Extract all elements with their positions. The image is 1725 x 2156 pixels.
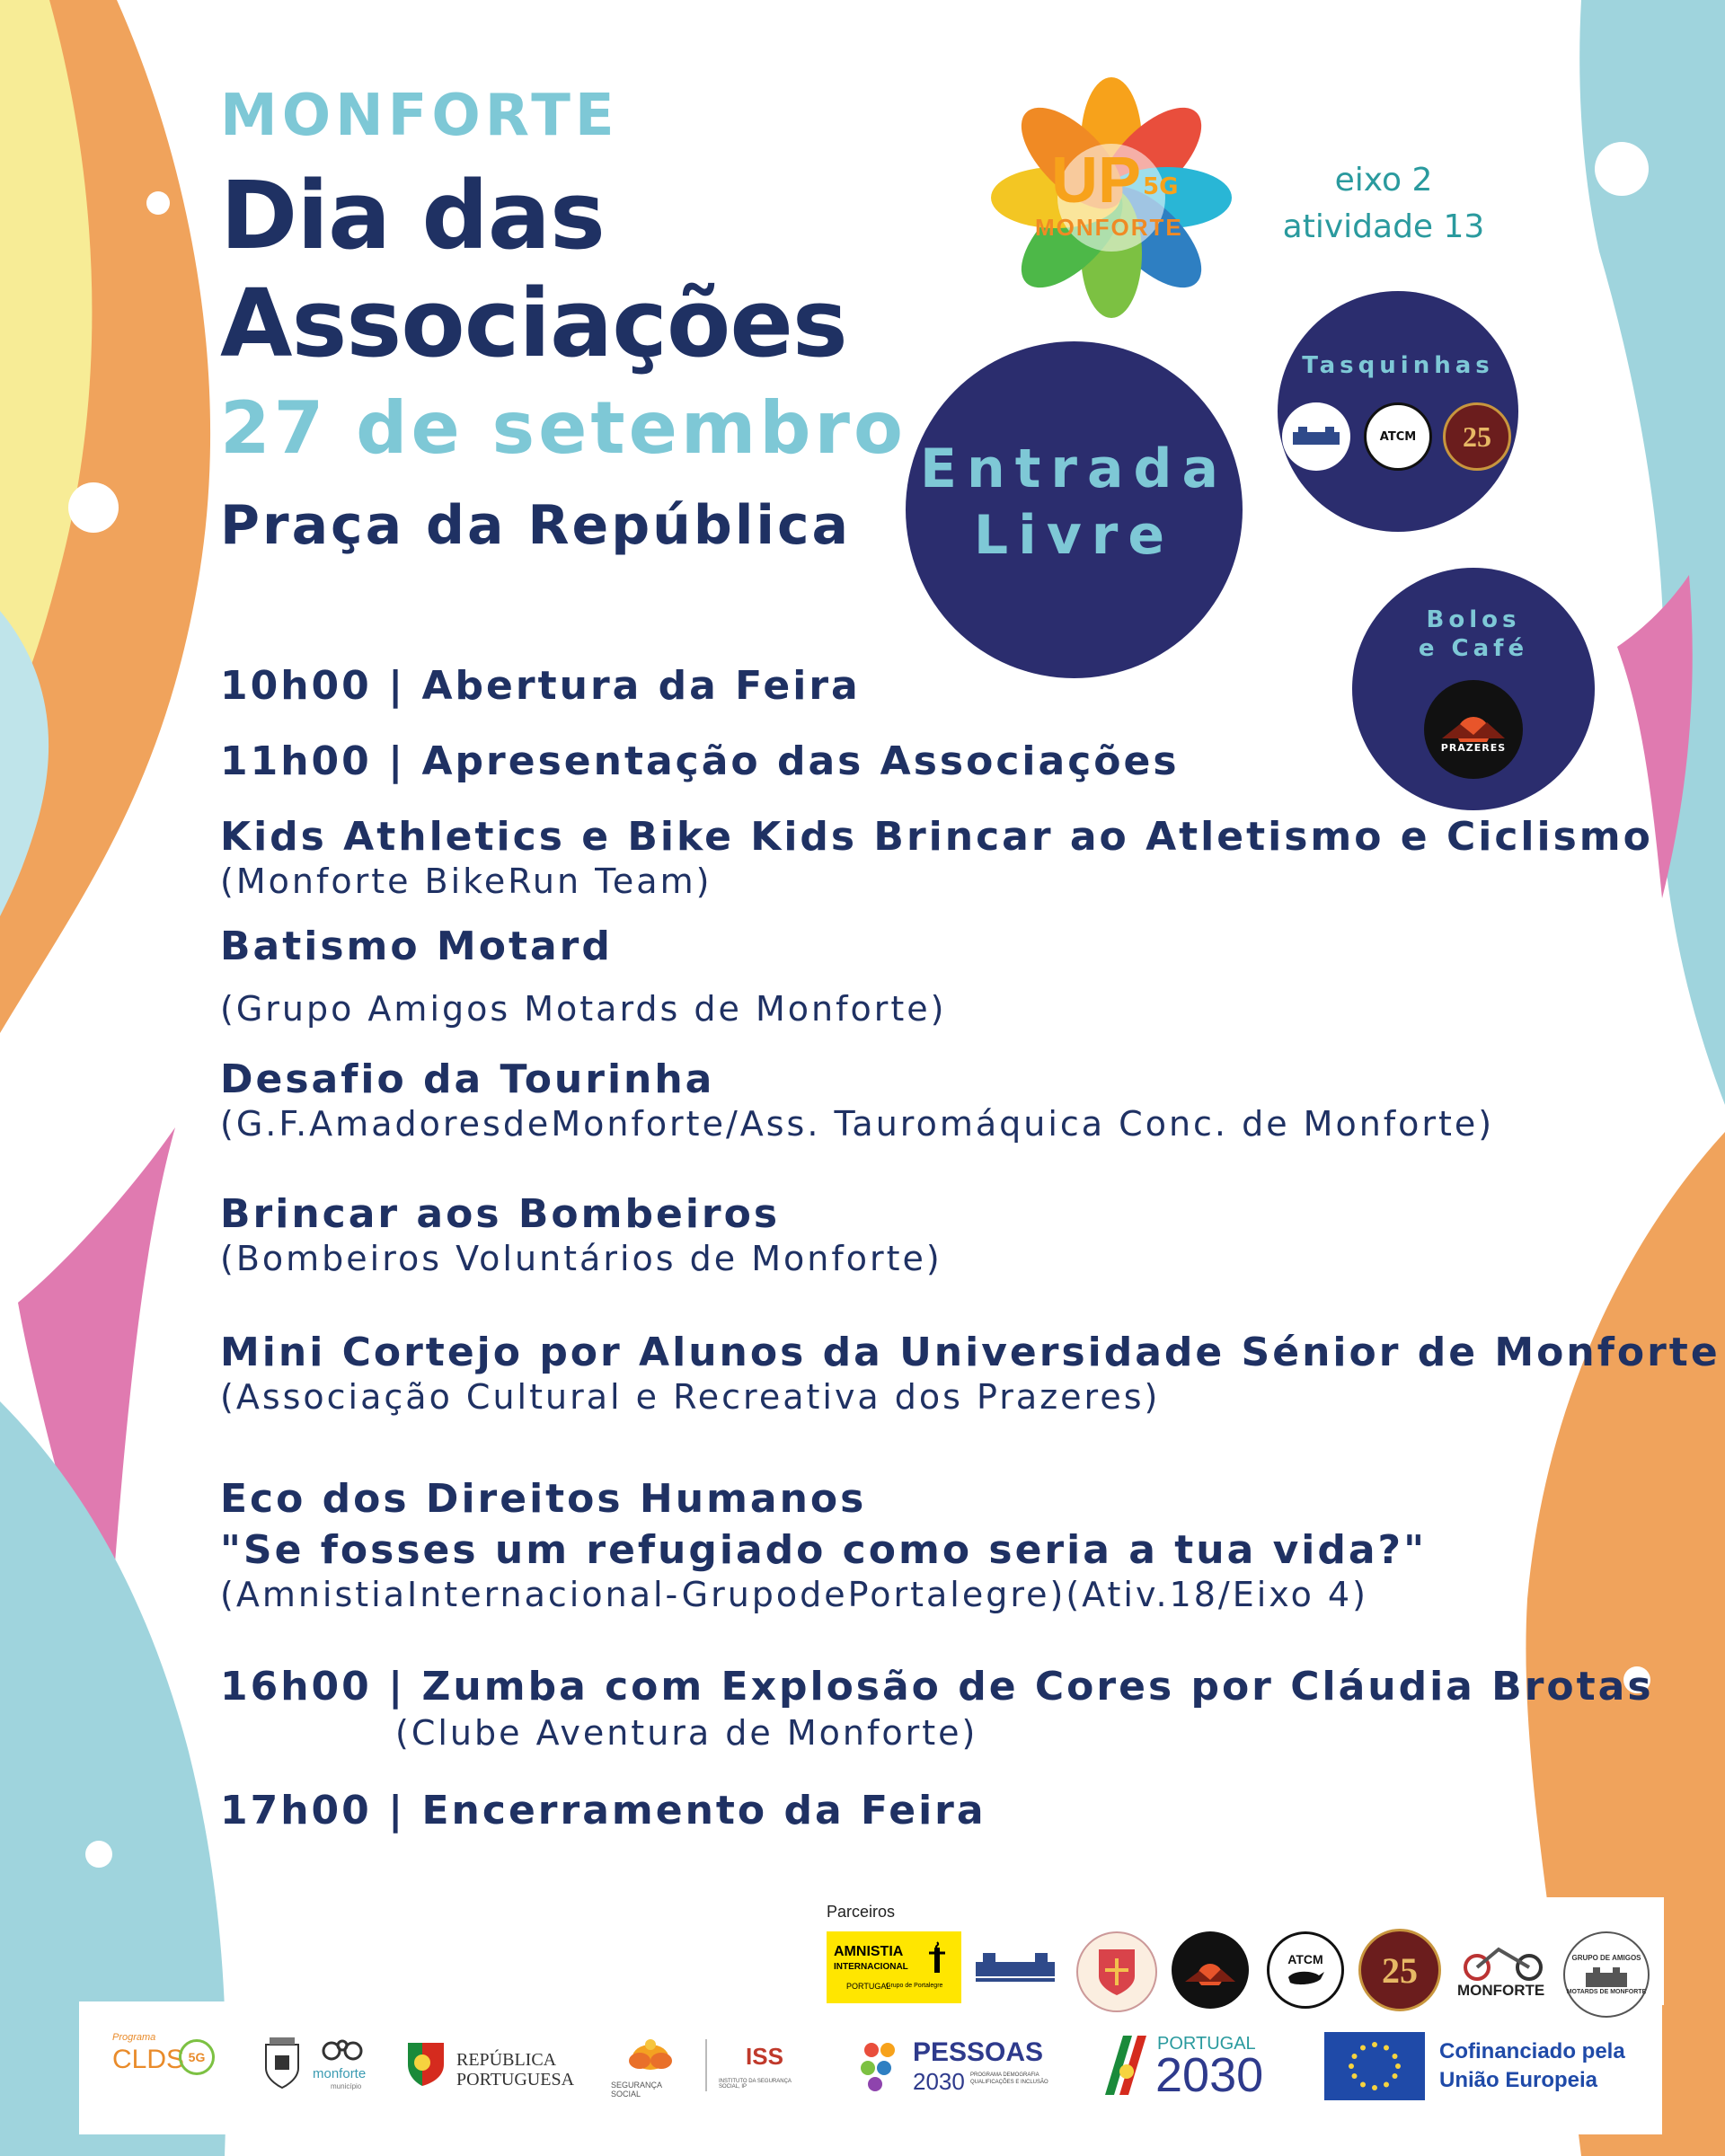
amnistia-text2: INTERNACIONAL bbox=[834, 1962, 908, 1972]
eixo-text: eixo 2 bbox=[1334, 162, 1433, 199]
lotus-icon bbox=[624, 2037, 677, 2073]
schedule-item-abertura: 10h00 | Abertura da Feira bbox=[220, 663, 861, 709]
schedule-item-organizer: (Monforte BikeRun Team) bbox=[220, 862, 712, 901]
schedule-item-zumba bbox=[220, 1664, 1654, 1753]
schedule-item-organizer: (Bombeiros Voluntários de Monforte) bbox=[220, 1239, 942, 1278]
atividade-text: atividade 13 bbox=[1282, 208, 1485, 245]
logo-up-text: UP bbox=[1051, 145, 1142, 216]
iss-text: ISS bbox=[746, 2043, 783, 2070]
schedule-item-title: 16h00 | Zumba com Explosão de Cores por Cláudia Brotas bbox=[220, 1664, 1654, 1710]
bombeiros-logo bbox=[1282, 402, 1350, 471]
event-title-line1: Dia das bbox=[220, 161, 605, 270]
monforte-municipio-logo bbox=[313, 2039, 394, 2093]
cafe-label: e Café bbox=[1418, 635, 1529, 662]
eu-cofinanciado-logo bbox=[1324, 2032, 1657, 2104]
pessoas-2030-logo bbox=[855, 2032, 1053, 2104]
knot-icon bbox=[320, 2039, 365, 2063]
footer-divider bbox=[705, 2039, 707, 2091]
building-icon bbox=[970, 1948, 1060, 1987]
motards-text: MOTARDS DE MONFORTE bbox=[1566, 1989, 1647, 1995]
schedule-item-organizer: (Clube Aventura de Monforte) bbox=[395, 1713, 978, 1753]
monforte-footer-text: monforte bbox=[313, 2066, 367, 2081]
twentyfive-partner-text: 25 bbox=[1382, 1949, 1418, 1991]
bombeiros-crest-logo bbox=[1076, 1931, 1157, 2012]
schedule-item-batismo bbox=[220, 923, 946, 1029]
motorbike-icon bbox=[1454, 1937, 1554, 1982]
atcm-text: ATCM bbox=[1379, 429, 1417, 444]
schedule-item-title: Desafio da Tourinha bbox=[220, 1056, 715, 1102]
schedule-item-encerramento: 17h00 | Encerramento da Feira bbox=[220, 1788, 986, 1833]
portugal-text: PORTUGAL bbox=[1157, 2034, 1256, 2054]
atcm-partner-text: ATCM bbox=[1287, 1952, 1323, 1966]
pessoas-year-text: 2030 bbox=[913, 2068, 965, 2095]
amnistia-grupo: Grupo de Portalegre bbox=[886, 1983, 943, 1989]
portugal-year-text: 2030 bbox=[1155, 2048, 1264, 2102]
grupo-amigos-logo bbox=[1563, 1931, 1650, 2018]
amnistia-text: AMNISTIA bbox=[834, 1944, 904, 1959]
tasquinhas-badge bbox=[1278, 291, 1518, 532]
twentyfive-partner-logo bbox=[1358, 1929, 1441, 2011]
candle-icon bbox=[924, 1940, 951, 1976]
republica-portuguesa-logo bbox=[406, 2039, 586, 2093]
up-5g-logo bbox=[988, 76, 1235, 319]
amnistia-logo bbox=[827, 1931, 961, 2003]
event-title-line2: Associações bbox=[220, 269, 847, 378]
portugal-2030-logo bbox=[1101, 2032, 1290, 2104]
sunset-icon bbox=[1185, 1955, 1235, 1985]
clds-5g-text: 5G bbox=[179, 2039, 215, 2075]
schedule-item-organizer: (Grupo Amigos Motards de Monforte) bbox=[220, 989, 947, 1029]
schedule-item-organizer: (AmnistiaInternacional-GrupodePortalegre)(Ativ.18/Eixo 4) bbox=[220, 1575, 1368, 1614]
schedule-item-title: Batismo Motard bbox=[220, 923, 613, 969]
schedule-item-kids-athletics bbox=[220, 814, 1653, 901]
schedule-item-title: Eco dos Direitos Humanos bbox=[220, 1476, 867, 1522]
shield-icon bbox=[1094, 1945, 1139, 1999]
programa-text: Programa bbox=[112, 2032, 156, 2043]
livre-text: Livre bbox=[973, 504, 1175, 567]
portugal-flag-icon bbox=[1101, 2032, 1152, 2097]
entrada-livre-badge bbox=[906, 341, 1243, 678]
seguranca-text: SEGURANÇA SOCIAL bbox=[611, 2081, 662, 2099]
iss-logo bbox=[719, 2043, 809, 2097]
prazeres-partner-logo bbox=[1172, 1931, 1249, 2009]
schedule-item-bombeiros bbox=[220, 1191, 942, 1278]
eixo-label bbox=[1258, 157, 1509, 251]
prazeres-logo bbox=[1424, 680, 1523, 779]
bolos-label: Bolos bbox=[1426, 606, 1521, 633]
castle-icon bbox=[1584, 1962, 1629, 1989]
logo-5g-text: 5G bbox=[1143, 173, 1179, 200]
schedule-item-cortejo bbox=[220, 1330, 1721, 1417]
municipio-text: município bbox=[331, 2082, 362, 2090]
seguranca-social-logo bbox=[611, 2037, 692, 2100]
cofinanciado-text: Cofinanciado pela bbox=[1439, 2039, 1625, 2063]
portuguesa-text: PORTUGUESA bbox=[456, 2070, 575, 2090]
schedule-item-tourinha bbox=[220, 1056, 1494, 1144]
grupo-amigos-text: GRUPO DE AMIGOS bbox=[1571, 1954, 1641, 1962]
partners-label: Parceiros bbox=[827, 1903, 896, 1921]
twentyfive-logo bbox=[1443, 402, 1511, 471]
schedule-item-title: Brincar aos Bombeiros bbox=[220, 1191, 781, 1237]
twentyfive-text: 25 bbox=[1463, 420, 1491, 453]
schedule-item-apresentacao: 11h00 | Apresentação das Associações bbox=[220, 738, 1180, 784]
tasquinhas-label: Tasquinhas bbox=[1302, 352, 1494, 379]
monforte-motards-text: MONFORTE bbox=[1457, 1982, 1545, 1999]
amnistia-portugal: PORTUGAL bbox=[846, 1982, 891, 1991]
schedule-item-quote: "Se fosses um refugiado como seria a tua vida?" bbox=[220, 1527, 1427, 1573]
monforte-crest-logo bbox=[262, 2037, 302, 2091]
bolos-cafe-badge bbox=[1352, 568, 1595, 810]
flag-shield-icon bbox=[406, 2039, 446, 2090]
pessoas-text: PESSOAS bbox=[913, 2037, 1044, 2067]
building-icon bbox=[1289, 423, 1343, 450]
bull-icon bbox=[1285, 1966, 1326, 1988]
iss-sub-text: INSTITUTO DA SEGURANÇA SOCIAL, IP bbox=[719, 2079, 792, 2090]
schedule-item-direitos-humanos bbox=[220, 1476, 1427, 1614]
prazeres-text: PRAZERES bbox=[1440, 741, 1507, 754]
schedule-item-organizer: (Associação Cultural e Recreativa dos Prazeres) bbox=[220, 1377, 1161, 1417]
people-cluster-icon bbox=[855, 2032, 904, 2095]
atcm-logo bbox=[1364, 402, 1432, 471]
pessoas-sub-text: PROGRAMA DEMOGRAFIA QUALIFICAÇÕES E INCLUSÃO bbox=[970, 2072, 1048, 2085]
bombeiros-partner-logo bbox=[970, 1948, 1060, 1987]
event-date: 27 de setembro bbox=[220, 386, 907, 470]
crest-icon bbox=[262, 2037, 302, 2091]
clds-text: CLDS bbox=[112, 2045, 185, 2074]
uniao-europeia-text: União Europeia bbox=[1439, 2068, 1598, 2092]
schedule-item-title: Mini Cortejo por Alunos da Universidade Sénior de Monforte bbox=[220, 1330, 1721, 1375]
event-place: Praça da República bbox=[220, 494, 852, 557]
entrada-text: Entrada bbox=[920, 437, 1228, 500]
monforte-motards-logo bbox=[1454, 1937, 1554, 2005]
logo-monforte-text: MONFORTE bbox=[1035, 214, 1183, 241]
town-title: MONFORTE bbox=[220, 83, 619, 149]
schedule-item-title: Kids Athletics e Bike Kids Brincar ao Atletismo e Ciclismo bbox=[220, 814, 1653, 860]
sunset-icon bbox=[1442, 706, 1505, 742]
schedule-item-organizer: (G.F.AmadoresdeMonforte/Ass. Tauromáquica Conc. de Monforte) bbox=[220, 1104, 1495, 1144]
republica-text: REPÚBLICA bbox=[456, 2050, 557, 2070]
event-title bbox=[220, 162, 847, 377]
atcm-partner-logo bbox=[1267, 1931, 1344, 2009]
clds-logo bbox=[112, 2032, 220, 2104]
eu-flag-icon bbox=[1324, 2032, 1425, 2100]
